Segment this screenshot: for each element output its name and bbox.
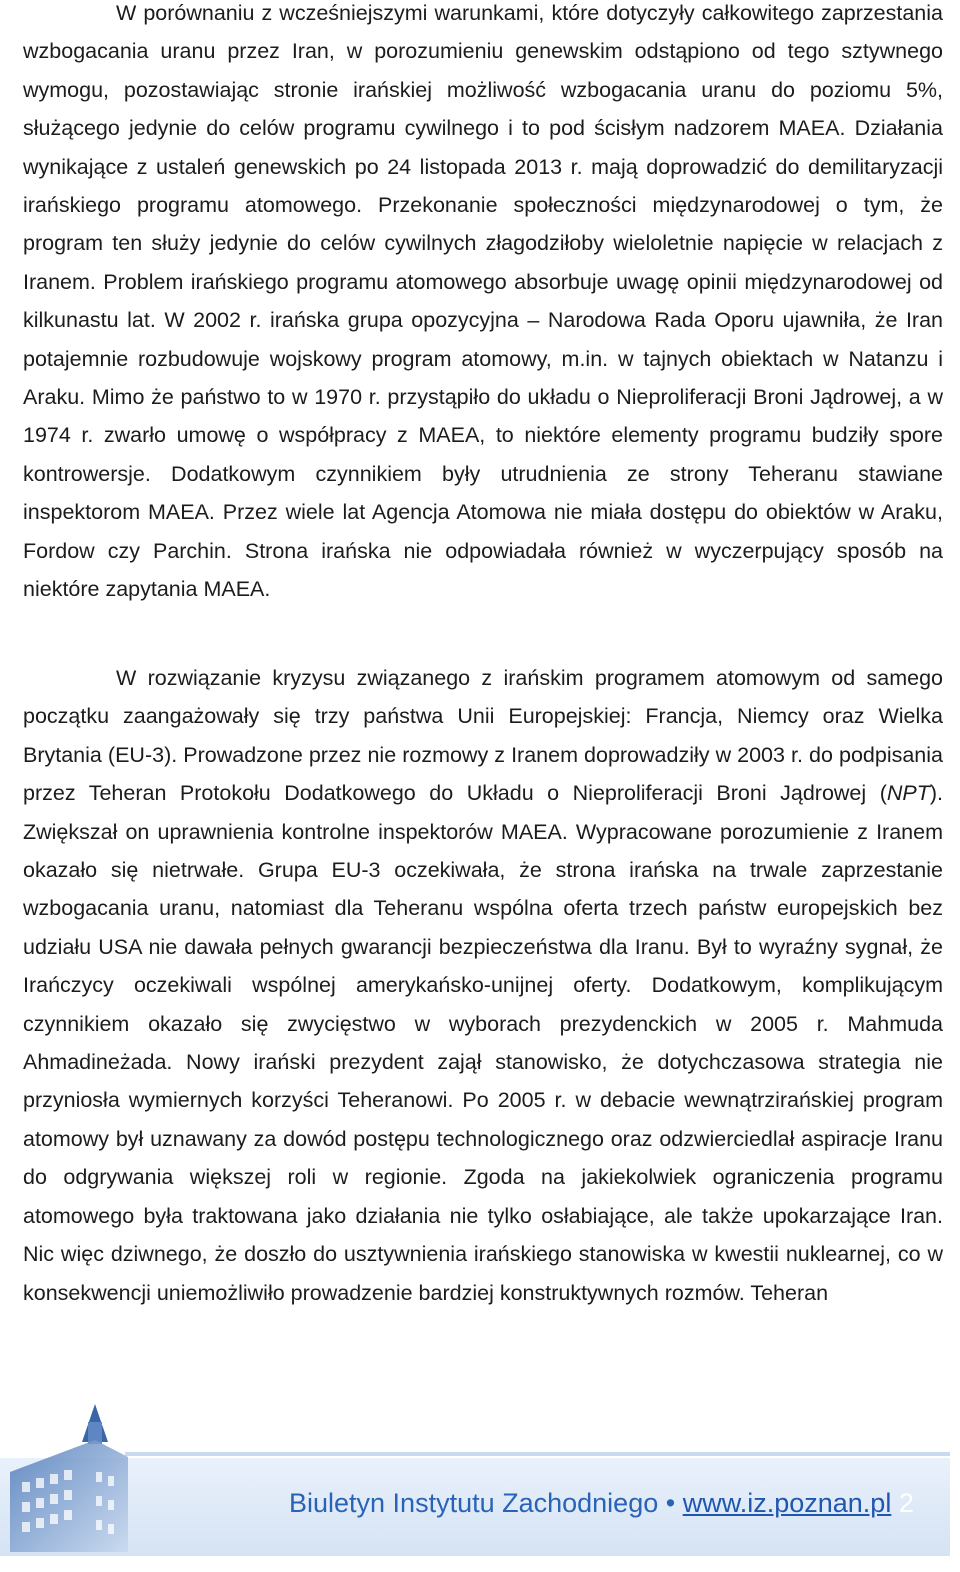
paragraph-text: W porównaniu z wcześniejszymi warunkami, które dotyczyły całkowitego zaprzestania wzbogacania uranu przez Iran, w porozumieniu genewskim odstąpiono od tego sztywnego wymogu, pozostawiając stronie irańskiej możliwość wzbogacania uranu do poziomu 5%, służącego jedynie do celów programu cywilnego i to pod ścisłym nadzorem MAEA. Działania wynikające z ustaleń genewskich po 24 listopada 2013 r. mają doprowadzić do demilitaryzacji irańskiego programu atomowego. Przekonanie społeczności międzynarodowej o tym, że program ten służy jedynie do celów cywilnych złagodziłoby wieloletnie napięcie w relacjach z Iranem. Problem irańskiego programu atomowego absorbuje uwagę opinii międzynarodowej od kilkunastu lat. W 2002 r. irańska grupa opozycyjna – Narodowa Rada Oporu ujawniła, że Iran potajemnie rozbudowuje wojskowy program atomowy, m.in. w tajnych obiektach w Natanzu i Araku. Mimo że państwo to w 1970 r. przystąpiło do układu o Nieproliferacji Broni Jądrowej, a w 1974 r. zwarło umowę o współpracy z MAEA, to niektóre elementy programu budziły spore kontrowersje. Dodatkowym czynnikiem były utrudnienia ze strony Teheranu stawiane inspektorom MAEA. Przez wiele lat Agencja Atomowa nie miała dostępu do obiektów w Araku, Fordow czy Parchin. Strona irańska nie odpowiadała również w wyczerpujący sposób na niektóre zapytania MAEA. — [23, 1, 943, 602]
paragraph-text-part: W rozwiązanie kryzysu związanego z irańskim programem atomowym od samego początku zaangażowały się trzy państwa Unii Europejskiej: Francja, Niemcy oraz Wielka Brytania (EU-3). Prowadzone przez nie rozmowy z Iranem doprowadziły w 2003 r. do podpisania przez Teheran Protokołu Dodatkowego do Układu o Nieproliferacji Broni Jądrowej ( — [23, 666, 943, 806]
institute-building-logo-icon — [0, 1402, 132, 1562]
paragraph-text-part: ). Zwiększał on uprawnienia kontrolne inspektorów MAEA. Wypracowane porozumienie z Iranem okazało się nietrwałe. Grupa EU-3 oczekiwała, że strona irańska na trwale zaprzestanie wzbogacania uranu, natomiast dla Teheranu wspólna oferta trzech państw europejskich bez udziału USA nie dawała pełnych gwarancji bezpieczeństwa dla Iranu. Był to wyraźny sygnał, że Irańczycy oczekiwali wspólnej amerykańsko-unijnej oferty. Dodatkowym, komplikującym czynnikiem okazało się zwycięstwo w wyborach prezydenckich w 2005 r. Mahmuda Ahmadineżada. Nowy irański prezydent zajął stanowisko, że dotychczasowa strategia nie przyniosła wymiernych korzyści Teheranowi. Po 2005 r. w debacie wewnątrzirańskiej program atomowy był uznawany za dowód postępu technologicznego oraz odzwierciedlał aspiracje Iranu do odgrywania większej roli w regionie. Zgoda na jakiekolwiek ograniczenia programu atomowego była traktowana jako działania nie tylko osłabiające, ale także upokarzające Iran. Nic więc dziwnego, że doszło do usztywnienia irańskiego stanowiska w kwestii nuklearnej, co w konsekwencji uniemożliwiło prowadzenie bardziej konstruktywnych rozmów. Teheran — [23, 781, 943, 1305]
paragraph-text — [23, 659, 943, 1312]
footer-bullet: • — [665, 1488, 676, 1518]
npt-abbreviation: NPT — [886, 781, 930, 806]
body-paragraph-2 — [23, 659, 943, 1312]
journal-title: Biuletyn Instytutu Zachodniego — [289, 1488, 659, 1518]
institute-website-link[interactable]: www.iz.poznan.pl — [682, 1488, 892, 1518]
body-paragraph-1 — [23, 0, 943, 609]
footer-divider — [125, 1452, 950, 1456]
page-number: 2 — [898, 1488, 914, 1518]
footer-caption — [289, 1488, 914, 1519]
